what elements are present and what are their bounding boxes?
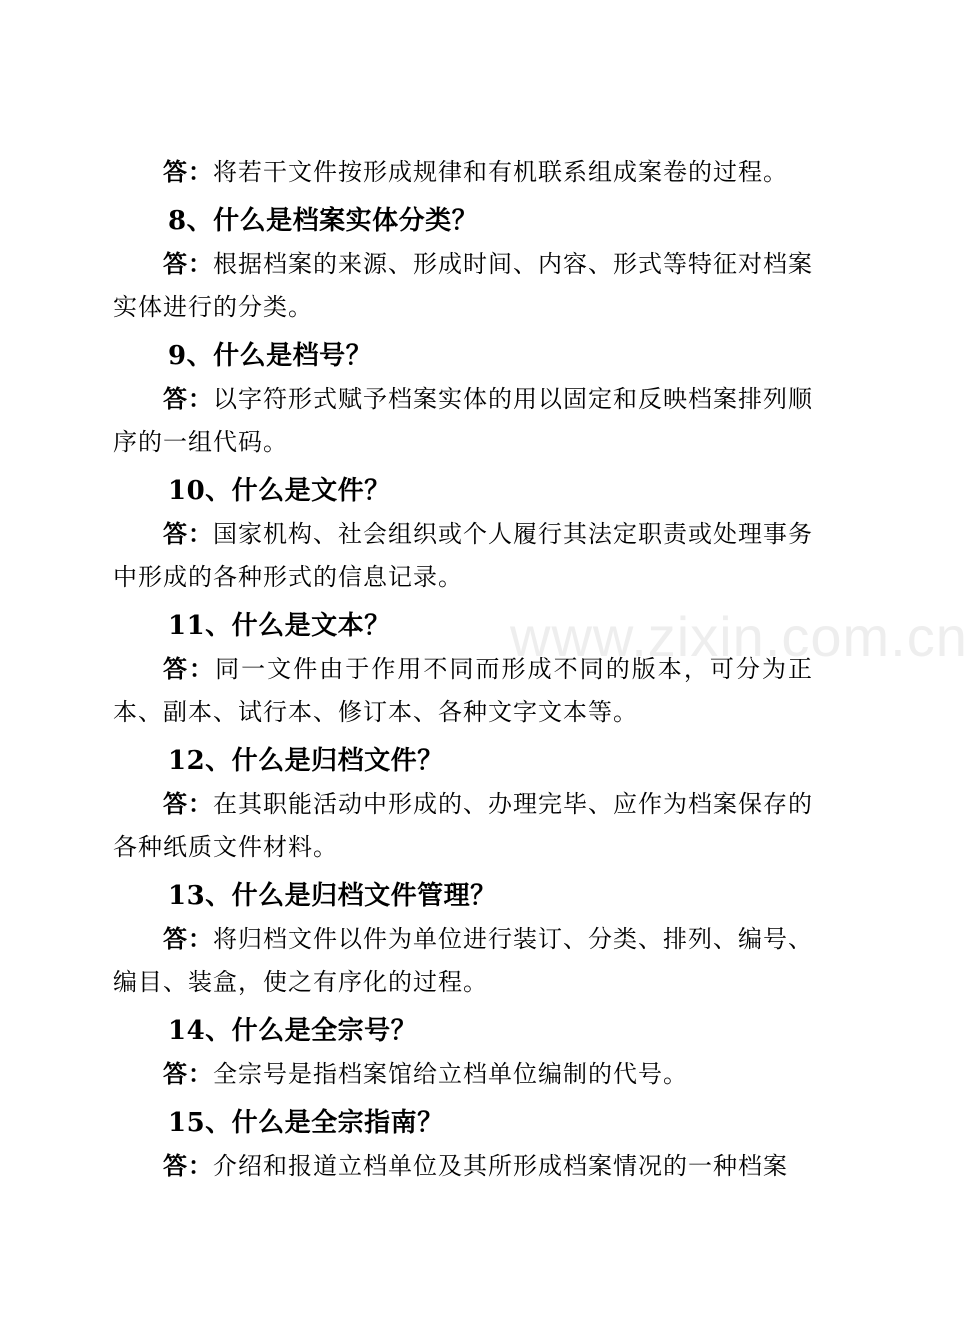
question-heading: 10、什么是文件？ [168, 476, 391, 506]
qa-item-7 [113, 150, 813, 194]
answer-text: 同一文件由于作用不同而形成不同的版本，可分为正本、副本、试行本、修订本、各种文字文本等。 [113, 655, 814, 726]
qa-item-9 [113, 335, 813, 464]
answer-label: 答： [163, 384, 213, 413]
answer-label: 答： [163, 519, 213, 548]
question-heading: 9、什么是档号？ [168, 341, 373, 371]
answer-text: 将归档文件以件为单位进行装订、分类、排列、编号、编目、装盒，使之有序化的过程。 [113, 925, 813, 996]
answer-text: 国家机构、社会组织或个人履行其法定职责或处理事务中形成的各种形式的信息记录。 [113, 520, 813, 591]
qa-list [113, 150, 813, 1194]
question-heading: 15、什么是全宗指南？ [168, 1108, 444, 1138]
answer-paragraph [113, 377, 813, 464]
qa-item-10 [113, 470, 813, 599]
qa-item-13 [113, 875, 813, 1004]
answer-paragraph [113, 782, 813, 869]
answer-paragraph [113, 150, 813, 194]
qa-item-14 [113, 1010, 813, 1096]
answer-label: 答： [163, 924, 213, 953]
question-heading: 14、什么是全宗号？ [168, 1016, 418, 1046]
answer-label: 答： [163, 789, 213, 818]
watermark: www.zixin.com.cn [510, 605, 968, 668]
answer-text: 根据档案的来源、形成时间、内容、形式等特征对档案实体进行的分类。 [113, 250, 813, 321]
answer-paragraph [113, 917, 813, 1004]
answer-text: 全宗号是指档案馆给立档单位编制的代号。 [213, 1060, 688, 1088]
answer-label: 答： [163, 249, 213, 278]
answer-label: 答： [163, 1151, 213, 1180]
qa-item-12 [113, 740, 813, 869]
qa-item-8 [113, 200, 813, 329]
question-heading: 13、什么是归档文件管理？ [168, 881, 497, 911]
answer-text: 以字符形式赋予档案实体的用以固定和反映档案排列顺序的一组代码。 [113, 385, 813, 456]
answer-label: 答： [163, 157, 213, 186]
question-heading: 12、什么是归档文件？ [168, 746, 444, 776]
qa-item-11 [113, 605, 813, 734]
answer-text: 在其职能活动中形成的、办理完毕、应作为档案保存的各种纸质文件材料。 [113, 790, 813, 861]
answer-text: 介绍和报道立档单位及其所形成档案情况的一种档案 [213, 1152, 788, 1180]
answer-paragraph [113, 512, 813, 599]
answer-paragraph [113, 1144, 813, 1188]
answer-paragraph [113, 647, 813, 734]
answer-label: 答： [163, 1059, 213, 1088]
qa-item-15 [113, 1102, 813, 1188]
question-heading: 11、什么是文本？ [168, 611, 391, 641]
answer-text: 将若干文件按形成规律和有机联系组成案卷的过程。 [213, 158, 788, 186]
answer-label: 答： [163, 654, 216, 683]
answer-paragraph [113, 1052, 813, 1096]
answer-paragraph [113, 242, 813, 329]
question-heading: 8、什么是档案实体分类？ [168, 206, 479, 236]
